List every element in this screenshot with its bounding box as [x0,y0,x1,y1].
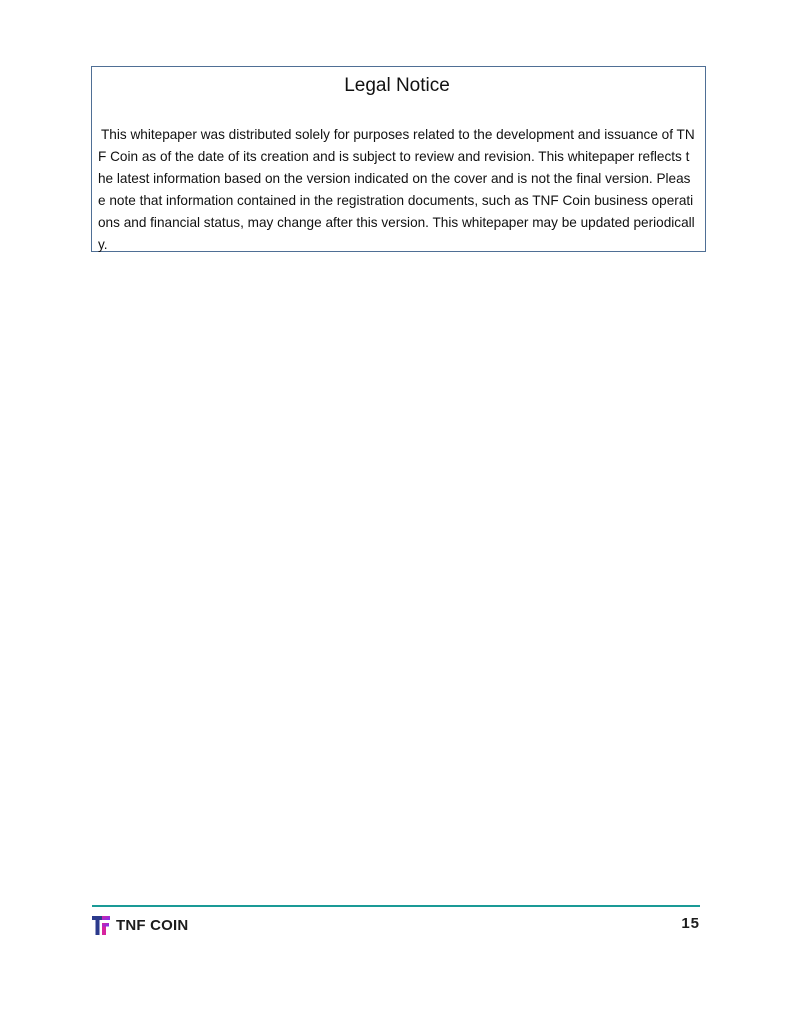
footer-divider [92,905,700,907]
footer-logo [92,915,188,935]
page-number: 15 [681,915,700,932]
notice-body: This whitepaper was distributed solely for purposes related to the development and issuance of TNF Coin as of the date of its creation and is subject to review and revision. This whitepaper reflects the latest information based on the version indicated on the cover and is not the final version. Please note that information contained in the registration documents, such as TNF Coin business operations and financial status, may change after this version. This whitepaper may be updated periodically. [98,127,695,252]
logo-text: TNF COIN [116,916,189,934]
notice-title: Legal Notice [344,75,450,96]
tnf-logo-icon [92,916,110,935]
legal-notice-box [91,66,706,252]
